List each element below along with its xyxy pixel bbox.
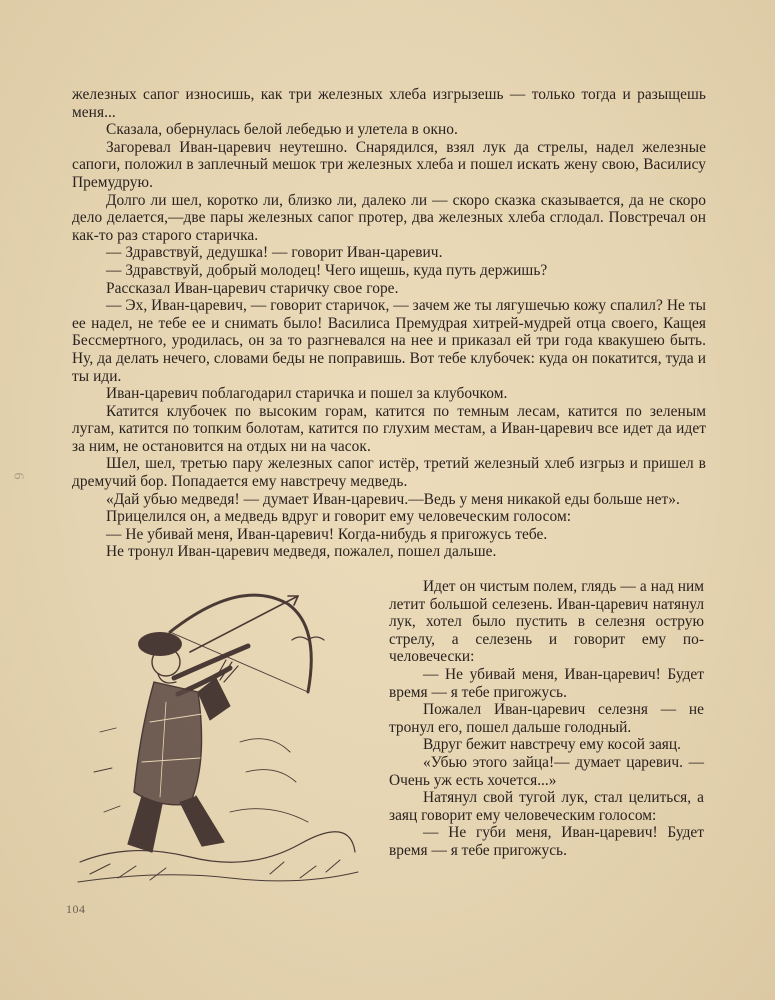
paragraph: — Не губи меня, Иван-царевич! Будет время — я тебе пригожусь. xyxy=(389,824,704,859)
side-text-column xyxy=(389,578,704,860)
paragraph: Идет он чистым полем, глядь — а над ним летит большой селезень. Иван-царевич натянул лук, хотел было пустить в селезня острую стрелу, а селезень и говорит ему по-человечески: xyxy=(389,578,704,666)
paragraph: Катится клубочек по высоким горам, катится по темным лесам, катится по зеленым лугам, катится по топким болотам, катится по глухим местам, а Иван-царевич все идет да идет за ним, не остановится на отдых ни на часок. xyxy=(72,402,706,455)
paragraph: железных сапог износишь, как три железных хлеба изгрызешь — только тогда и разыщешь меня... xyxy=(72,86,706,121)
paragraph: Сказала, обернулась белой лебедью и улетела в окно. xyxy=(106,121,458,139)
paragraph: «Дай убью медведя! — думает Иван-царевич.—Ведь у меня никакой еды больше нет». xyxy=(106,490,680,508)
paragraph: Прицелился он, а медведь вдруг и говорит ему человеческим голосом: xyxy=(106,508,572,526)
paragraph: — Не убивай меня, Иван-царевич! Когда-нибудь я пригожусь тебе. xyxy=(106,525,548,543)
paragraph: Рассказал Иван-царевич старичку свое горе. xyxy=(106,279,399,297)
margin-mark: 6 xyxy=(10,472,26,480)
paragraph: — Здравствуй, дедушка! — говорит Иван-царевич. xyxy=(106,244,443,262)
paragraph: — Эх, Иван-царевич, — говорит старичок, — зачем же ты лягушечью кожу спалил? Не ты ее надел, не тебе ее и снимать было! Василиса Премудрая хитрей-мудрей отца своего, Кащея Бессмертного, уродилась, он за то разгневался на нее и приказал ей три года квакушею быть. Ну, да делать нечего, словами беды не поправишь. Вот тебе клубочек: куда он покатится, туда и ты иди. xyxy=(72,297,706,385)
paragraph: Иван-царевич поблагодарил старичка и пошел за клубочком. xyxy=(106,385,508,403)
page-number: 104 xyxy=(66,902,86,916)
main-text-column xyxy=(72,86,706,561)
paragraph: Шел, шел, третью пару железных сапог истёр, третий железный хлеб изгрыз и пришел в дремучий бор. Попадается ему навстречу медведь. xyxy=(72,455,706,491)
paragraph: — Не убивай меня, Иван-царевич! Будет время — я тебе пригожусь. xyxy=(389,665,704,701)
paragraph: Пожалел Иван-царевич селезня — не тронул его, пошел дальше голодный. xyxy=(389,701,704,736)
paragraph: — Здравствуй, добрый молодец! Чего ищешь, куда путь держишь? xyxy=(106,261,548,279)
paragraph: Долго ли шел, коротко ли, близко ли, далеко ли — скоро сказка сказывается, да не скоро дело делается,—две пары железных сапог протер, два железных хлеба сглодал. Повстречал он как-то раз старого старичка. xyxy=(72,191,706,244)
paragraph: «Убью этого зайца!— думает царевич. — Очень уж есть хочется...» xyxy=(389,753,704,789)
archer-illustration xyxy=(70,582,360,892)
paragraph: Вдруг бежит навстречу ему косой заяц. xyxy=(423,736,681,754)
paragraph: Натянул свой тугой лук, стал целиться, а заяц говорит ему человеческим голосом: xyxy=(389,789,704,824)
paragraph: Не тронул Иван-царевич медведя, пожалел, пошел дальше. xyxy=(106,543,497,561)
paragraph: Загоревал Иван-царевич неутешно. Снарядился, взял лук да стрелы, надел железные сапоги, положил в заплечный мешок три железных хлеба и пошел искать жену свою, Василису Премудрую. xyxy=(72,138,706,191)
